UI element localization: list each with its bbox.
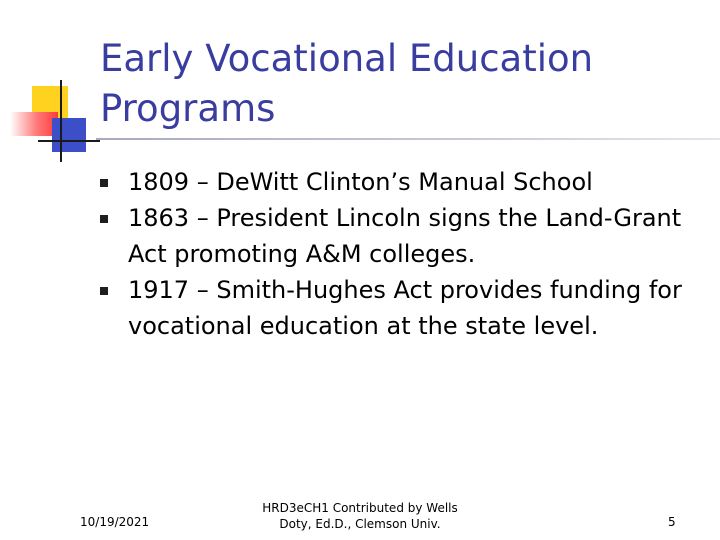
decorative-horizontal-line <box>38 140 100 142</box>
footer-credit-line-2: Doty, Ed.D., Clemson Univ. <box>279 517 441 531</box>
page-number: 5 <box>668 515 676 529</box>
list-item <box>98 200 708 272</box>
title-underline-rule <box>96 138 720 140</box>
bullet-square-icon <box>100 179 108 187</box>
slide-title: Early Vocational Education Programs <box>100 37 594 130</box>
decorative-vertical-line <box>60 80 62 162</box>
list-item <box>98 164 708 200</box>
decorative-red-bar <box>10 112 58 136</box>
footer-credit-line-1: HRD3eCH1 Contributed by Wells <box>262 501 458 515</box>
bullet-square-icon <box>100 287 108 295</box>
bullet-text: 1917 – Smith-Hughes Act provides funding for vocational education at the state level. <box>128 276 682 340</box>
footer-credit <box>230 500 490 532</box>
decorative-blue-square <box>52 118 86 152</box>
bullet-text: 1863 – President Lincoln signs the Land-Grant Act promoting A&M colleges. <box>128 204 682 268</box>
list-item <box>98 272 708 344</box>
footer-date: 10/19/2021 <box>80 515 150 529</box>
bullet-list <box>98 164 708 344</box>
bullet-text: 1809 – DeWitt Clinton’s Manual School <box>128 168 593 196</box>
bullet-square-icon <box>100 215 108 223</box>
